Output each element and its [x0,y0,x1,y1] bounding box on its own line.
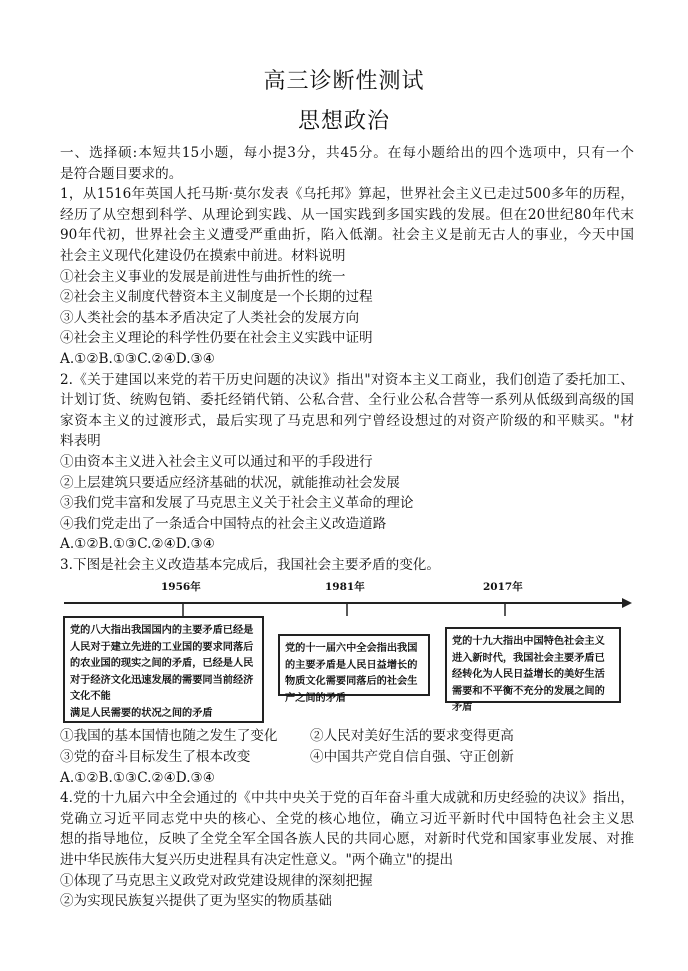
q2-option: ②上层建筑只要适应经济基础的状况，就能推动社会发展 [60,474,400,491]
q3-option: ②人民对美好生活的要求变得更高 [310,728,514,745]
q2-option: ①由资本主义进入社会主义可以通过和平的手段进行 [60,453,373,470]
q1-stem-line: 经历了从空想到科学、从理论到实践、从一国实践到多国实践的发展。但在20世纪80年代末 [60,206,634,223]
q2-option: ③我们党丰富和发展了马克思主义关于社会主义革命的理论 [60,495,414,512]
q1-option: ③人类社会的基本矛盾决定了人类社会的发展方向 [60,309,360,326]
q2-stem-line: 家资本主义的过渡形式，最后实现了马克思和列宁曾经设想过的对资产阶级的和平赎买。"材 [60,412,634,429]
section-heading-cont: 是符合题目要求的。 [60,165,183,182]
timeline-year: 1981年 [325,581,365,594]
q1-stem-line: 1，从1516年英国人托马斯·莫尔发表《乌托邦》算起，世界社会主义已走过500多年的历程， [60,186,634,203]
q4-stem-line: 4.党的十九届六中全会通过的《中共中央关于党的百年奋斗重大成就和历史经验的决议》指出， [60,790,634,807]
timeline-year: 1956年 [161,581,201,594]
timeline-arrow [622,598,632,608]
q4-option: ②为实现民族复兴提供了更为坚实的物质基础 [60,893,332,910]
q3-stem: 3.下图是社会主义改造基本完成后，我国社会主要矛盾的变化。 [60,556,440,573]
box-text: 党的十一届六中全会指出我国的主要矛盾是人民日益增长的物质文化需要同落后的社会生产之间的矛盾 [285,642,418,704]
timeline-box-1981 [278,634,430,704]
page-subtitle: 思想政治 [297,109,390,134]
q3-options-row [60,726,634,747]
q1-stem-line: 社会主义现代化建设仍在摸索中前进。材料说明 [60,247,346,264]
q2-stem-line: 料表明 [60,433,101,450]
q1-option: ④社会主义理论的科学性仍要在社会主义实践中证明 [60,330,373,347]
q2-option: ④我们党走出了一条适合中国特点的社会主义改造道路 [60,515,387,532]
timeline-year: 2017年 [483,581,523,594]
timeline-box-2017 [445,627,621,714]
q2-choices: A.①②B.①③C.②④D.③④ [60,536,215,553]
q1-choices: A.①②B.①③C.②④D.③④ [60,350,215,367]
box-text-tail: 满足人民需要的状况之间的矛盾 [70,706,213,719]
box-text: 党的十九大指出中国特色社会主义进入新时代，我国社会主要矛盾已经转化为人民日益增长的美好生活需要和不平衡不充分的发展之间的矛盾 [452,635,605,714]
q3-option: ④中国共产党自信自强、守正创新 [310,749,514,766]
q3-choices: A.①②B.①③C.②④D.③④ [60,769,215,786]
q2-stem-line: 计划订货、统购包销、委托经销代销、公私合营、全行业公私合营等一系列从低级到高级的国 [60,392,634,409]
page-title: 高三诊断性测试 [263,69,425,94]
q1-option: ②社会主义制度代替资本主义制度是一个长期的过程 [60,289,373,306]
q4-option: ①体现了马克思主义政党对政党建设规律的深刻把握 [60,872,373,889]
q4-stem-line: 想的指导地位，反映了全党全军全国各族人民的共同心愿，对新时代党和国家事业发展、对推 [60,831,634,848]
timeline-box-1956 [63,616,264,723]
contradiction-timeline [60,576,634,724]
section-heading: 一、选择硕:本短共15小题，每小提3分，共45分。在每小题给出的四个选项中，只有一个 [60,145,634,161]
exam-body [60,143,634,912]
q2-stem-line: 2.《关于建国以来党的若干历史问题的决议》指出"对资本主义工商业，我们创造了委托加工、 [60,371,634,388]
q1-option: ①社会主义事业的发展是前进性与曲折性的统一 [60,268,346,285]
q4-stem-line: 党确立习近平同志党中央的核心、全党的核心地位，确立习近平新时代中国特色社会主义思 [60,810,634,827]
q3-option: ③党的奋斗目标发生了根本改变 [60,749,251,766]
q1-stem-line: 90年代初，世界社会主义遭受严重曲折，陷入低潮。社会主义是前无古人的事业，今天中国 [60,227,634,244]
box-text: 党的八大指出我国国内的主要矛盾已经是人民对于建立先进的工业国的要求同落后的农业国的现实之间的矛盾，已经是人民对于经济文化迅速发展的需要同当前经济文化不能 [70,624,254,703]
q4-stem-line: 进中华民族伟大复兴历史进程具有决定性意义。"两个确立"的提出 [60,852,454,869]
q3-option: ①我国的基本国情也随之发生了变化 [60,728,278,745]
q3-options-row [60,747,634,768]
